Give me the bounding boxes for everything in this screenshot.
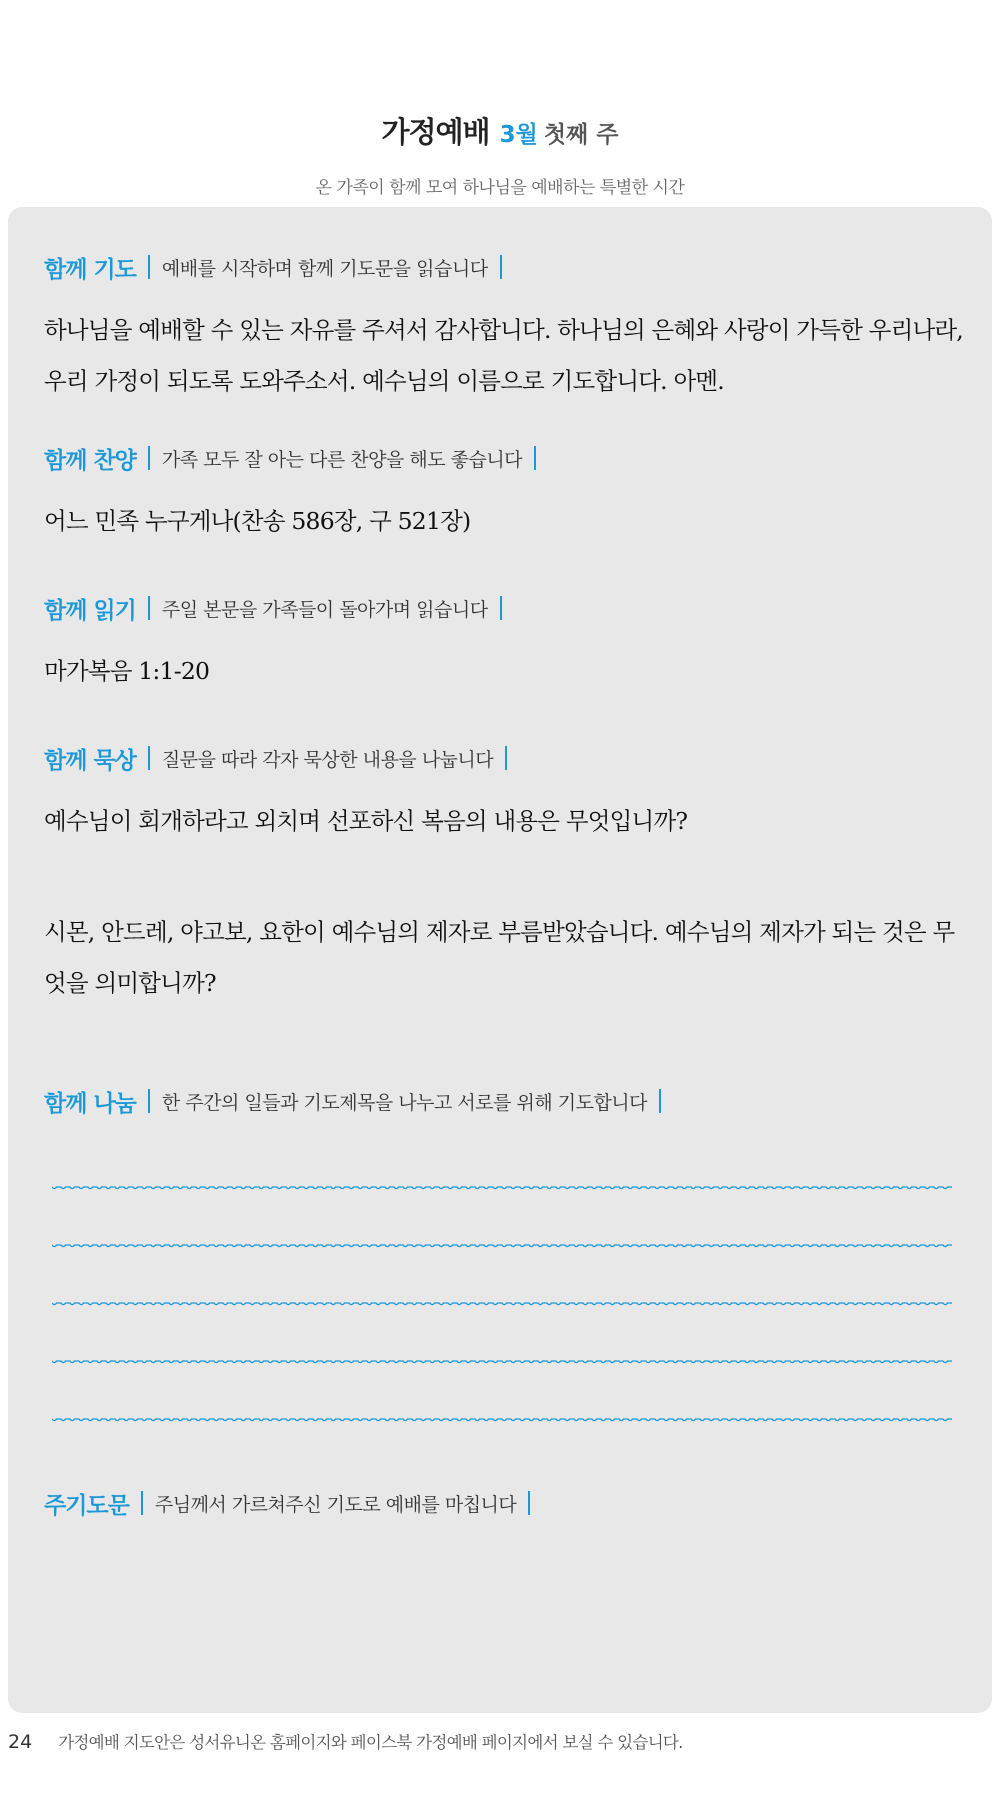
footer-note: 가정예배 지도안은 성서유니온 홈페이지와 페이스북 가정예배 페이지에서 보실 수 있습니다. xyxy=(58,1733,683,1752)
section-heading xyxy=(44,1085,964,1117)
divider-bar xyxy=(148,1089,150,1113)
section-heading xyxy=(44,251,964,283)
section-sharing xyxy=(44,1085,964,1453)
section-heading xyxy=(44,1487,964,1519)
scripture-reference: 마가복음 1:1-20 xyxy=(44,657,210,685)
writing-line xyxy=(44,1163,964,1221)
section-label: 함께 기도 xyxy=(44,256,136,283)
divider-bar xyxy=(500,596,502,620)
worship-guide-panel xyxy=(8,207,992,1713)
writing-line xyxy=(44,1337,964,1395)
section-description: 가족 모두 잘 아는 다른 찬양을 해도 좋습니다 xyxy=(161,448,523,471)
divider-bar xyxy=(500,255,502,279)
divider-bar xyxy=(148,255,150,279)
writing-line xyxy=(44,1221,964,1279)
divider-bar xyxy=(141,1491,143,1515)
section-description: 예배를 시작하며 함께 기도문을 읽습니다 xyxy=(161,257,488,280)
page-header xyxy=(0,110,1000,198)
section-label: 함께 읽기 xyxy=(44,597,136,624)
divider-bar xyxy=(148,746,150,770)
section-description: 질문을 따라 각자 묵상한 내용을 나눕니다 xyxy=(161,748,494,771)
section-lords-prayer xyxy=(44,1487,964,1519)
meditation-question-2: 시몬, 안드레, 야고보, 요한이 예수님의 제자로 부름받았습니다. 예수님의 제자가 되는 것은 무엇을 의미합니까? xyxy=(44,918,955,997)
section-description: 주님께서 가르쳐주신 기도로 예배를 마칩니다 xyxy=(154,1493,517,1516)
section-description: 한 주간의 일들과 기도제목을 나누고 서로를 위해 기도합니다 xyxy=(161,1091,648,1114)
divider-bar xyxy=(534,446,536,470)
page-subtitle: 온 가족이 함께 모여 하나님을 예배하는 특별한 시간 xyxy=(315,178,685,198)
writing-line xyxy=(44,1279,964,1337)
divider-bar xyxy=(148,446,150,470)
title-line xyxy=(0,110,1000,151)
section-label: 함께 묵상 xyxy=(44,747,136,774)
month-label: 3월 xyxy=(499,122,538,148)
divider-bar xyxy=(148,596,150,620)
section-heading xyxy=(44,742,964,774)
page-number: 24 xyxy=(8,1731,33,1753)
section-heading xyxy=(44,592,964,624)
writing-lines xyxy=(44,1163,964,1453)
section-label: 함께 나눔 xyxy=(44,1090,136,1117)
divider-bar xyxy=(659,1089,661,1113)
section-heading xyxy=(44,442,964,474)
section-praise xyxy=(44,442,964,547)
section-reading xyxy=(44,592,964,697)
page-title: 가정예배 xyxy=(381,115,490,149)
section-description: 주일 본문을 가족들이 돌아가며 읽습니다 xyxy=(161,598,488,621)
page-footer xyxy=(8,1729,683,1753)
meditation-question-1: 예수님이 회개하라고 외치며 선포하신 복음의 내용은 무엇입니까? xyxy=(44,807,688,835)
divider-bar xyxy=(505,746,507,770)
writing-line xyxy=(44,1395,964,1453)
hymn-text: 어느 민족 누구게나(찬송 586장, 구 521장) xyxy=(44,507,471,535)
divider-bar xyxy=(528,1491,530,1515)
week-label: 첫째 주 xyxy=(543,122,619,148)
section-label: 주기도문 xyxy=(44,1492,129,1519)
section-prayer xyxy=(44,251,964,407)
section-label: 함께 찬양 xyxy=(44,447,136,474)
prayer-text: 하나님을 예배할 수 있는 자유를 주셔서 감사합니다. 하나님의 은혜와 사랑이 가득한 우리나라, 우리 가정이 되도록 도와주소서. 예수님의 이름으로 기도합니다. 아멘. xyxy=(44,316,963,395)
section-meditation xyxy=(44,742,964,1009)
